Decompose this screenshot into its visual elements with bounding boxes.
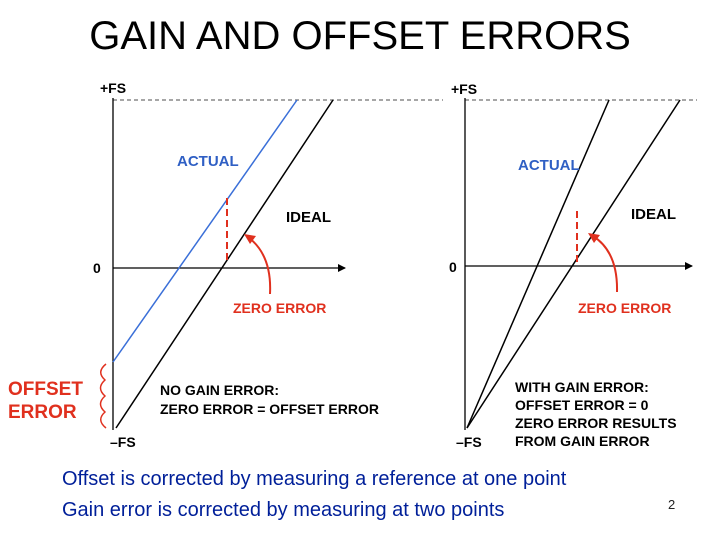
right-note-line-4: FROM GAIN ERROR — [515, 433, 650, 449]
right-panel — [449, 81, 697, 450]
left-note-line-2: ZERO ERROR = OFFSET ERROR — [160, 401, 379, 417]
left-actual-line — [113, 100, 297, 362]
left-ideal-line — [116, 100, 333, 428]
left-note-line-1: NO GAIN ERROR: — [160, 382, 279, 398]
right-note-line-1: WITH GAIN ERROR: — [515, 379, 649, 395]
right-zero-error-label: ZERO ERROR — [578, 300, 672, 316]
right-fs-bottom-label: –FS — [456, 434, 482, 450]
left-zero-error-arrow-curve — [248, 237, 270, 294]
right-fs-top-label: +FS — [451, 81, 478, 97]
left-ideal-label: IDEAL — [286, 209, 331, 226]
right-note-line-2: OFFSET ERROR = 0 — [515, 397, 649, 413]
left-zero-error-label: ZERO ERROR — [233, 300, 327, 316]
slide-number: 2 — [668, 497, 676, 512]
slide-title: GAIN AND OFFSET ERRORS — [89, 14, 631, 58]
offset-error-label-line-1: OFFSET — [8, 379, 83, 400]
footer-line-gain: Gain error is corrected by measuring at two points — [62, 499, 505, 521]
left-zero-label: 0 — [93, 260, 101, 276]
offset-error-brace — [101, 364, 107, 428]
offset-error-label-line-2: ERROR — [8, 402, 77, 423]
right-note-line-3: ZERO ERROR RESULTS — [515, 415, 677, 431]
left-actual-label: ACTUAL — [177, 153, 239, 170]
left-fs-top-label: +FS — [100, 80, 127, 96]
right-zero-error-arrow-curve — [593, 236, 617, 292]
footer-line-offset: Offset is corrected by measuring a reference at one point — [62, 468, 567, 490]
right-zero-label: 0 — [449, 259, 457, 275]
left-panel — [8, 80, 443, 450]
right-actual-label: ACTUAL — [518, 157, 580, 174]
left-fs-bottom-label: –FS — [110, 434, 136, 450]
right-ideal-label: IDEAL — [631, 206, 676, 223]
